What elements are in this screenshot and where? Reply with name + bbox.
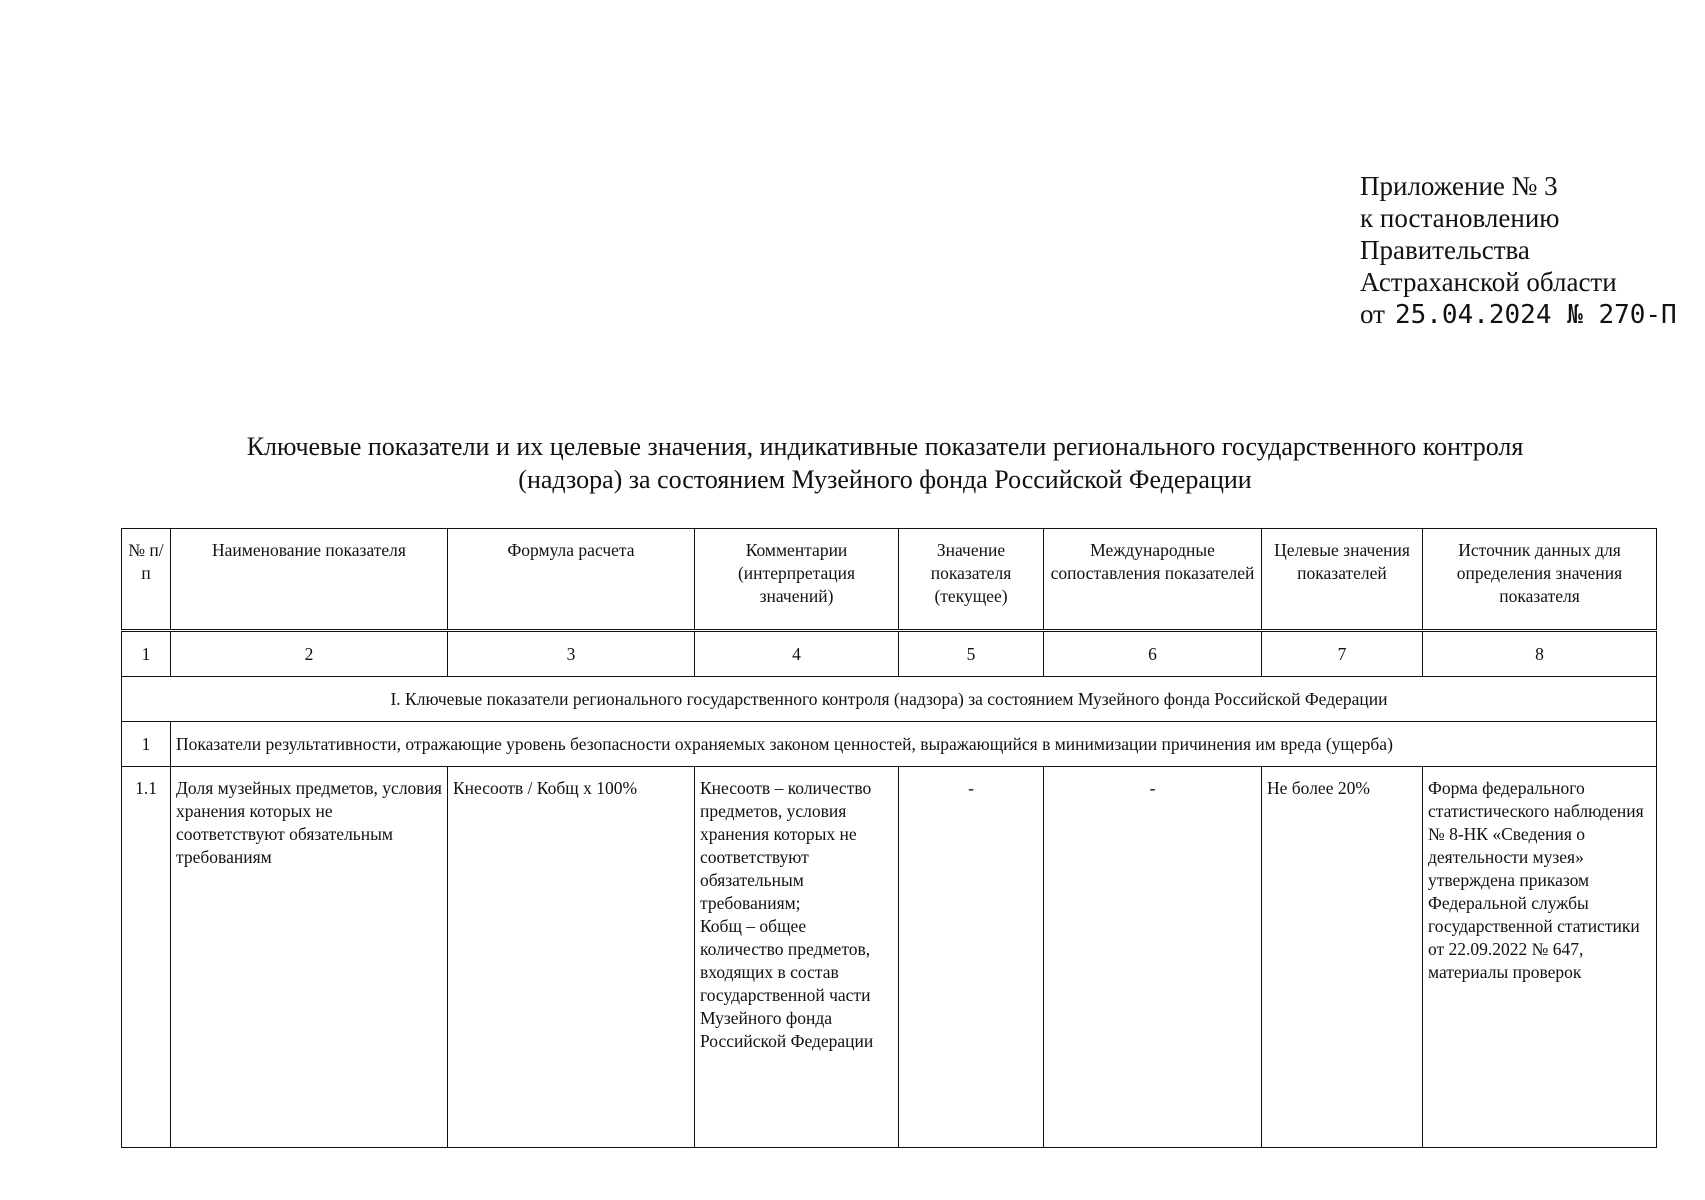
international-comparison: - (1044, 767, 1262, 1148)
document-title (150, 430, 1620, 496)
appendix-line: Приложение № 3 (1360, 171, 1558, 201)
column-number: 5 (899, 631, 1044, 677)
header-cell: № п/п (122, 529, 171, 631)
header-cell: Комментарии (интерпретация значений) (695, 529, 899, 631)
indicator-formula: Кнесоотв / Кобщ х 100% (448, 767, 695, 1148)
column-number: 3 (448, 631, 695, 677)
header-cell: Наименование показателя (171, 529, 448, 631)
indicator-name: Доля музейных предметов, условия хранения которых не соответствуют обязательным требованиям (171, 767, 448, 1148)
header-cell: Целевые значения показателей (1262, 529, 1423, 631)
target-value: Не более 20% (1262, 767, 1423, 1148)
column-number: 7 (1262, 631, 1423, 677)
title-line: (надзора) за состоянием Музейного фонда Российской Федерации (518, 465, 1252, 494)
column-number: 8 (1423, 631, 1657, 677)
column-number: 6 (1044, 631, 1262, 677)
header-cell: Значение показателя (текущее) (899, 529, 1044, 631)
appendix-block (1360, 170, 1677, 331)
indicators-table (121, 528, 1657, 1148)
header-cell: Источник данных для определения значения показателя (1423, 529, 1657, 631)
column-number: 1 (122, 631, 171, 677)
current-value: - (899, 767, 1044, 1148)
title-line: Ключевые показатели и их целевые значения, индикативные показатели регионального государственного контроля (246, 432, 1524, 461)
table-row (122, 767, 1657, 1148)
appendix-line: Астраханской области (1360, 267, 1617, 297)
header-cell: Формула расчета (448, 529, 695, 631)
appendix-date-line (1360, 298, 1677, 331)
column-number: 2 (171, 631, 448, 677)
indicator-comment (695, 767, 899, 1148)
comment-part: Кнесоотв – количество предметов, условия хранения которых не соответствуют обязательным требованиям; (700, 778, 872, 913)
date-stamp: 25.04.2024 № 270-П (1394, 300, 1677, 330)
header-cell: Международные сопоставления показателей (1044, 529, 1262, 631)
subsection-heading: Показатели результативности, отражающие уровень безопасности охраняемых законом ценностей, выражающийся в минимизации причинения им вреда (ущерба) (171, 722, 1657, 767)
section-row (122, 677, 1657, 722)
section-heading: I. Ключевые показатели регионального государственного контроля (надзора) за состоянием Музейного фонда Российской Федерации (122, 677, 1657, 722)
appendix-line: Правительства (1360, 235, 1530, 265)
row-number: 1.1 (122, 767, 171, 1148)
subsection-number: 1 (122, 722, 171, 767)
data-source: Форма федерального статистического наблюдения № 8-НК «Сведения о деятельности музея» утверждена приказом Федеральной службы государственной статистики от 22.09.2022 № 647, материалы проверок (1423, 767, 1657, 1148)
appendix-line: к постановлению (1360, 203, 1560, 233)
date-prefix: от (1360, 299, 1385, 329)
header-row (122, 529, 1657, 631)
column-number-row (122, 631, 1657, 677)
comment-part: Кобщ – общее количество предметов, входящих в состав государственной части Музейного фонда Российской Федерации (700, 916, 874, 1051)
subsection-row (122, 722, 1657, 767)
column-number: 4 (695, 631, 899, 677)
